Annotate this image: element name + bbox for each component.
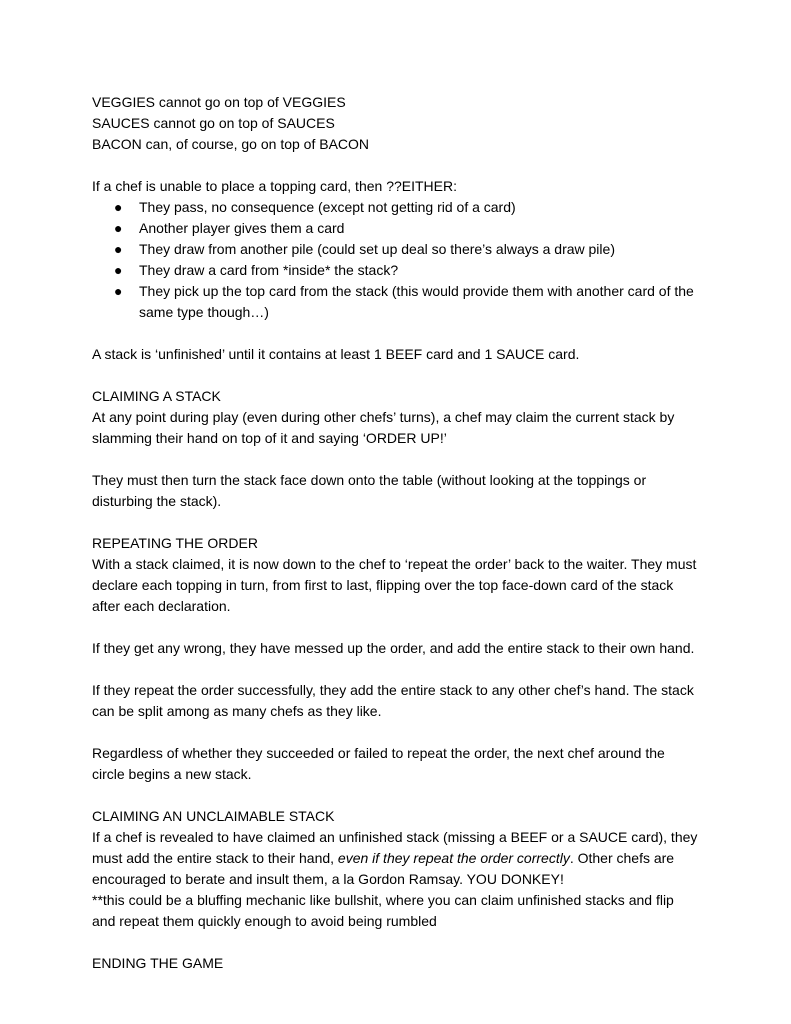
repeating-paragraph-4: Regardless of whether they succeeded or failed to repeat the order, the next chef around the circle begins a new stack. [92,745,665,782]
claiming-paragraph-2: They must then turn the stack face down onto the table (without looking at the toppings or disturbing the stack). [92,472,647,509]
list-item: ● They draw from another pile (could set up deal so there’s always a draw pile) [92,239,698,260]
unclaimable-paragraph-1: If a chef is revealed to have claimed an unfinished stack (missing a BEEF or a SAUCE card), they must add the entire stack to their hand, even if they repeat the order correctly. Other chefs are encouraged to berate and insult them, a la Gordon Ramsay. YOU DONKEY! [92,829,698,887]
repeating-paragraph-2: If they get any wrong, they have messed up the order, and add the entire stack to their own hand. [92,640,695,656]
repeating-paragraph-1: With a stack claimed, it is now down to the chef to ‘repeat the order’ back to the waiter. They must declare each topping in turn, from first to last, flipping over the top face-down card of the stack after each declaration. [92,556,697,614]
list-item: ● They draw a card from *inside* the stack? [92,260,698,281]
list-item: ● Another player gives them a card [92,218,698,239]
rule-sauces: SAUCES cannot go on top of SAUCES [92,115,335,131]
rule-bacon: BACON can, of course, go on top of BACON [92,136,370,152]
bullet-icon: ● [114,241,123,257]
repeating-heading: REPEATING THE ORDER [92,535,258,551]
unfinished-rule: A stack is ‘unfinished’ until it contains at least 1 BEEF card and 1 SAUCE card. [92,346,580,362]
claiming-paragraph-1: At any point during play (even during other chefs’ turns), a chef may claim the current stack by slamming their hand on top of it and saying ‘ORDER UP!’ [92,409,675,446]
emphasis-text: even if they repeat the order correctly [337,850,570,866]
bullet-icon: ● [114,199,123,215]
unclaimable-note: **this could be a bluffing mechanic like bullshit, where you can claim unfinished stacks and flip and repeat them quickly enough to avoid being rumbled [92,892,674,929]
unable-intro: If a chef is unable to place a topping card, then ??EITHER: [92,178,457,194]
claiming-heading: CLAIMING A STACK [92,388,221,404]
repeating-paragraph-3: If they repeat the order successfully, they add the entire stack to any other chef’s hand. The stack can be split among as many chefs as they like. [92,682,694,719]
ending-heading: ENDING THE GAME [92,955,224,971]
unable-options-list [92,197,698,323]
document-page [92,92,698,974]
list-item: ● They pass, no consequence (except not getting rid of a card) [92,197,698,218]
bullet-icon: ● [114,262,123,278]
list-item: ● They pick up the top card from the stack (this would provide them with another card of the same type though…) [114,283,694,320]
unclaimable-heading: CLAIMING AN UNCLAIMABLE STACK [92,808,335,824]
rule-veggies: VEGGIES cannot go on top of VEGGIES [92,94,346,110]
bullet-icon: ● [114,220,123,236]
bullet-icon: ● [114,283,123,299]
